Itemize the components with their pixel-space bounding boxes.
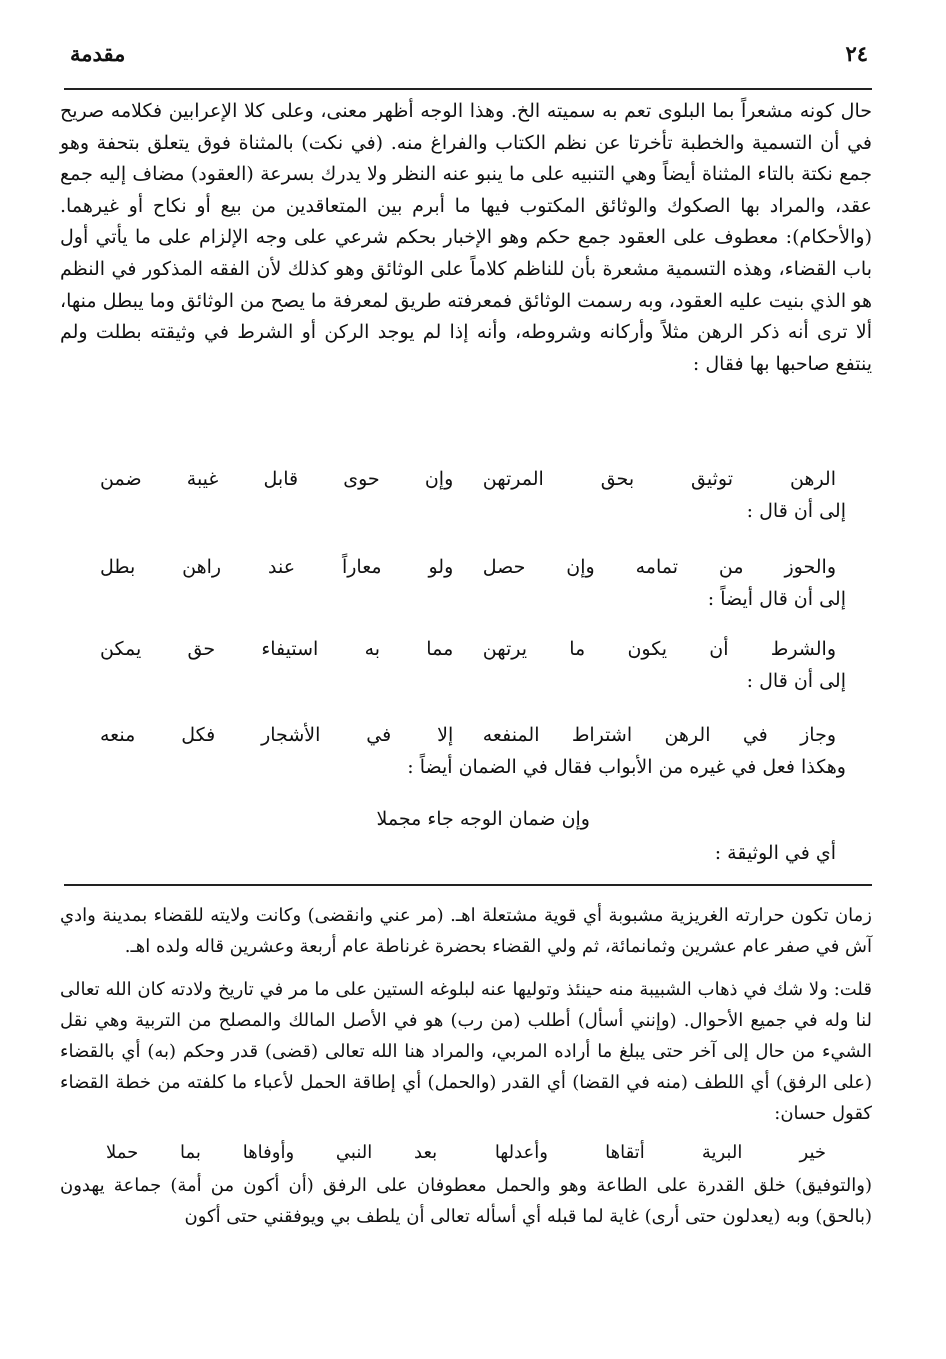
verse-right-hemistich: والشرط أن يكون ما يرتهن xyxy=(482,638,836,660)
main-text xyxy=(60,96,872,380)
verse-right-hemistich: والحوز من تمامه وإن حصل xyxy=(482,556,836,578)
page-header xyxy=(70,36,868,66)
header-rule xyxy=(64,88,872,90)
footnote-text xyxy=(60,900,872,1232)
running-title: مقدمة xyxy=(70,41,126,66)
verse-2 xyxy=(100,550,846,614)
verse-transition: إلى أن قال : xyxy=(746,500,846,522)
verse-transition: إلى أن قال أيضاً : xyxy=(707,588,846,610)
verse-left-hemistich: وإن حوى قابل غيبة ضمن xyxy=(100,468,454,490)
page-number: ٢٤ xyxy=(845,41,868,66)
main-paragraph: حال كونه مشعراً بما البلوى تعم به سميته الخ. وهذا الوجه أظهر معنى، وعلى كلا الإعرابين فكلامه صريح في أن التسمية والخطبة تأخرتا عن نظم الكتاب والفراغ منه. (في نكت) بالمثناة فوق يتعلق بتحفة وهو جمع نكتة بالتاء المثناة أيضاً وهي التنبيه على ما ينبو عنه النظر ولا يدرك بسرعة (العقود) مضاف إليه جمع عقد، والمراد بها الصكوك والوثائق المكتوب فيها ما أبرم بين المتعاقدين من بيع أو نكاح أو غيرهما. (والأحكام): معطوف على العقود جمع حكم وهو الإخبار بحكم شرعي على وجه الإلزام على ما يأتي أول باب القضاء، وهذه التسمية مشعرة بأن للناظم كلاماً على الوثائق وهو كذلك لأن الفقه المذكور في النظم هو الذي بنيت عليه العقود، وبه رسمت الوثائق فمعرفته طريق لمعرفة ما يصح من الوثائق وما يبطل منها، ألا ترى أنه ذكر الرهن مثلاً وأركانه وشروطه، وأنه إذا لم يوجد الركن أو الشرط في وثيقته بطلت ولم ينتفع صاحبها بها فقال : xyxy=(60,100,872,375)
footnote-paragraph-1: زمان تكون حرارته الغريزية مشبوبة أي قوية مشتعلة اهـ. (مر عني وانقضى) وكانت ولايته للقضاء بمدينة وادي آش في صفر عام عشرين وثمانمائة، ثم ولي القضاء بحضرة غرناطة عام أربعة وعشرين قاله ولده اهـ. xyxy=(60,905,872,957)
verse-left-hemistich: بعد النبي وأوفاها بما حملا xyxy=(106,1142,438,1163)
verse-transition: وهكذا فعل في غيره من الأبواب فقال في الضمان أيضاً : xyxy=(407,756,846,778)
footnote-rule xyxy=(64,884,872,886)
verse-right-hemistich: الرهن توثيق بحق المرتهن xyxy=(482,468,836,490)
footnote-paragraph-3: (والتوفيق) خلق القدرة على الطاعة وهو والحمل معطوفان على الرفق (أن أكون من أمة) جماعة يهدون (بالحق) وبه (يعدلون حتى أرى) غاية لما قبله أي أسأله تعالى أن يلطف بي ويوفقني حتى أكون xyxy=(60,1175,872,1227)
verse-transition: إلى أن قال : xyxy=(746,670,846,692)
footnote-paragraph-2: قلت: ولا شك في ذهاب الشبيبة منه حينئذ وتوليها عنه لبلوغه الستين على ما مر في تاريخ ولادته كان الله تعالى لنا وله في جميع الأحوال. (وإنني أسأل) أطلب (من رب) هو في الأصل المالك والمصلح من التربية وهي نقل الشيء من حال إلى آخر حتى يبلغ ما أراده المربي، والمراد هنا الله تعالى (قضى) قدر وحكم (به) أي بالقضاء (على الرفق) أي اللطف (منه في القضا) أي القدر (والحمل) أي إطاقة الحمل لأعباء ما كلفته من خطة القضاء كقول حسان: xyxy=(60,979,872,1124)
verse-right-hemistich: خير البرية أتقاها وأعدلها xyxy=(494,1142,826,1163)
single-hemistich: وإن ضمان الوجه جاء مجملا xyxy=(376,808,590,830)
verse-left-hemistich: إلا في الأشجار فكل منعه xyxy=(100,724,454,746)
wathiqa-line: أي في الوثيقة : xyxy=(714,842,836,864)
verse-left-hemistich: مما به استيفاء حق يمكن xyxy=(100,638,454,660)
verse-3 xyxy=(100,632,846,696)
verse-right-hemistich: وجاز في الرهن اشتراط المنفعه xyxy=(482,724,836,746)
verse-left-hemistich: ولو معاراً عند راهن بطل xyxy=(100,556,454,578)
footnote-verse xyxy=(106,1137,826,1168)
paragraph-gap xyxy=(60,962,872,974)
verse-1 xyxy=(100,462,846,526)
verse-4 xyxy=(100,718,846,782)
